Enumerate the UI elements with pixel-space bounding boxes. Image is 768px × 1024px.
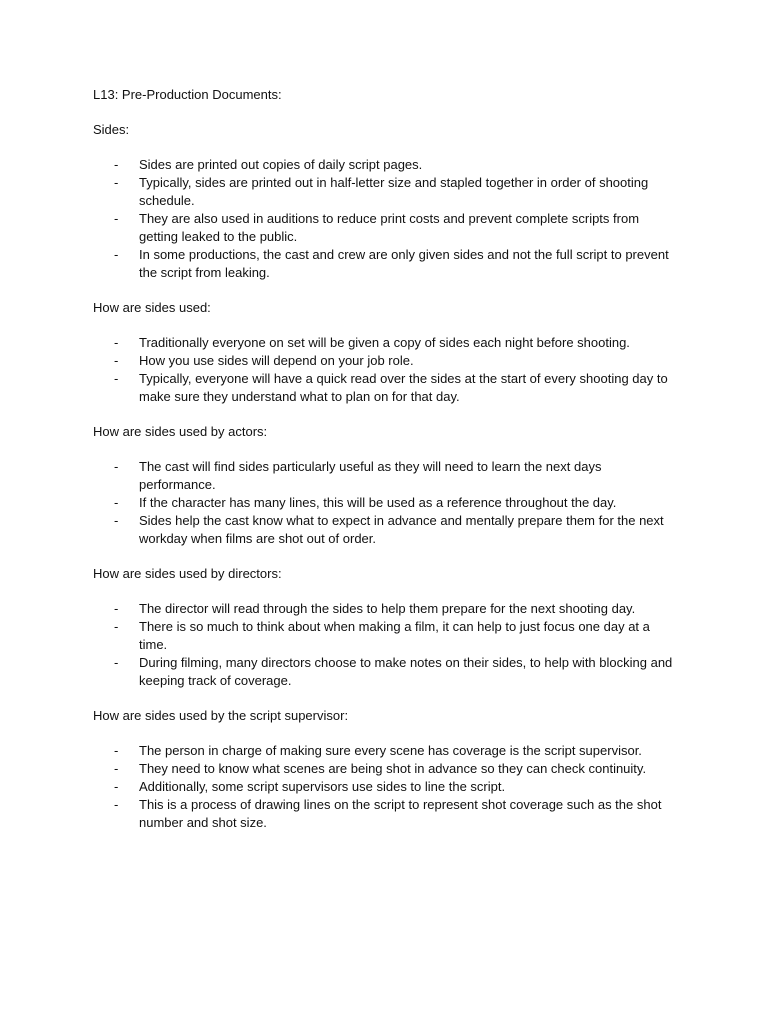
list-item [93, 796, 678, 832]
bullet-dash: - [114, 513, 119, 528]
list-item-text: They are also used in auditions to reduce print costs and prevent complete scripts from getting leaked to the public. [139, 211, 640, 244]
list-item [93, 778, 678, 796]
list-item [93, 352, 678, 370]
list-item-text: In some productions, the cast and crew are only given sides and not the full script to prevent the script from leaking. [139, 247, 669, 280]
list-item-text: How you use sides will depend on your job role. [139, 353, 414, 368]
list-item [93, 654, 678, 690]
list-item [93, 156, 678, 174]
bullet-dash: - [114, 157, 119, 172]
list-item-text: Typically, sides are printed out in half-letter size and stapled together in order of shooting schedule. [139, 175, 649, 208]
section-heading: Sides: [93, 122, 130, 137]
bullet-dash: - [114, 797, 119, 812]
list-item-text: Typically, everyone will have a quick read over the sides at the start of every shooting day to make sure they understand what to plan on for that day. [139, 371, 668, 404]
list-item [93, 458, 678, 494]
list-item [93, 742, 678, 760]
list-item [93, 246, 678, 282]
list-item-text: The person in charge of making sure every scene has coverage is the script supervisor. [139, 743, 642, 758]
bullet-dash: - [114, 371, 119, 386]
bullet-dash: - [114, 743, 119, 758]
list-item [93, 760, 678, 778]
list-item-text: The director will read through the sides to help them prepare for the next shooting day. [139, 601, 636, 616]
list-item-text: There is so much to think about when making a film, it can help to just focus one day at a time. [139, 619, 650, 652]
list-item-text: They need to know what scenes are being shot in advance so they can check continuity. [139, 761, 647, 776]
list-item-text: Additionally, some script supervisors use sides to line the script. [139, 779, 506, 794]
list-item [93, 334, 678, 352]
list-item-text: If the character has many lines, this will be used as a reference throughout the day. [139, 495, 617, 510]
bullet-dash: - [114, 353, 119, 368]
list-item-text: Sides help the cast know what to expect in advance and mentally prepare them for the next workday when films are shot out of order. [139, 513, 664, 546]
bullet-dash: - [114, 619, 119, 634]
list-item [93, 600, 678, 618]
section-heading: How are sides used by actors: [93, 424, 268, 439]
list-item-text: Sides are printed out copies of daily script pages. [139, 157, 423, 172]
list-item [93, 512, 678, 548]
bullet-list [93, 742, 678, 832]
bullet-dash: - [114, 335, 119, 350]
section-sides [93, 121, 678, 282]
list-item [93, 370, 678, 406]
list-item-text: The cast will find sides particularly useful as they will need to learn the next days performance. [139, 459, 602, 492]
bullet-list [93, 156, 678, 282]
bullet-list [93, 458, 678, 548]
list-item [93, 494, 678, 512]
section-how-sides-used [93, 299, 678, 406]
section-heading: How are sides used by the script supervisor: [93, 708, 349, 723]
section-sides-script-supervisor [93, 707, 678, 832]
document-title: L13: Pre-Production Documents: [93, 87, 282, 102]
bullet-dash: - [114, 211, 119, 226]
list-item [93, 210, 678, 246]
section-heading: How are sides used: [93, 300, 211, 315]
section-sides-directors [93, 565, 678, 690]
bullet-dash: - [114, 247, 119, 262]
list-item-text: This is a process of drawing lines on the script to represent shot coverage such as the shot number and shot size. [139, 797, 662, 830]
section-heading: How are sides used by directors: [93, 566, 282, 581]
bullet-dash: - [114, 459, 119, 474]
list-item [93, 618, 678, 654]
bullet-dash: - [114, 495, 119, 510]
bullet-dash: - [114, 779, 119, 794]
bullet-dash: - [114, 601, 119, 616]
bullet-list [93, 334, 678, 406]
bullet-dash: - [114, 175, 119, 190]
bullet-dash: - [114, 761, 119, 776]
bullet-list [93, 600, 678, 690]
list-item [93, 174, 678, 210]
list-item-text: During filming, many directors choose to make notes on their sides, to help with blocking and keeping track of coverage. [139, 655, 673, 688]
list-item-text: Traditionally everyone on set will be given a copy of sides each night before shooting. [139, 335, 630, 350]
bullet-dash: - [114, 655, 119, 670]
section-sides-actors [93, 423, 678, 548]
